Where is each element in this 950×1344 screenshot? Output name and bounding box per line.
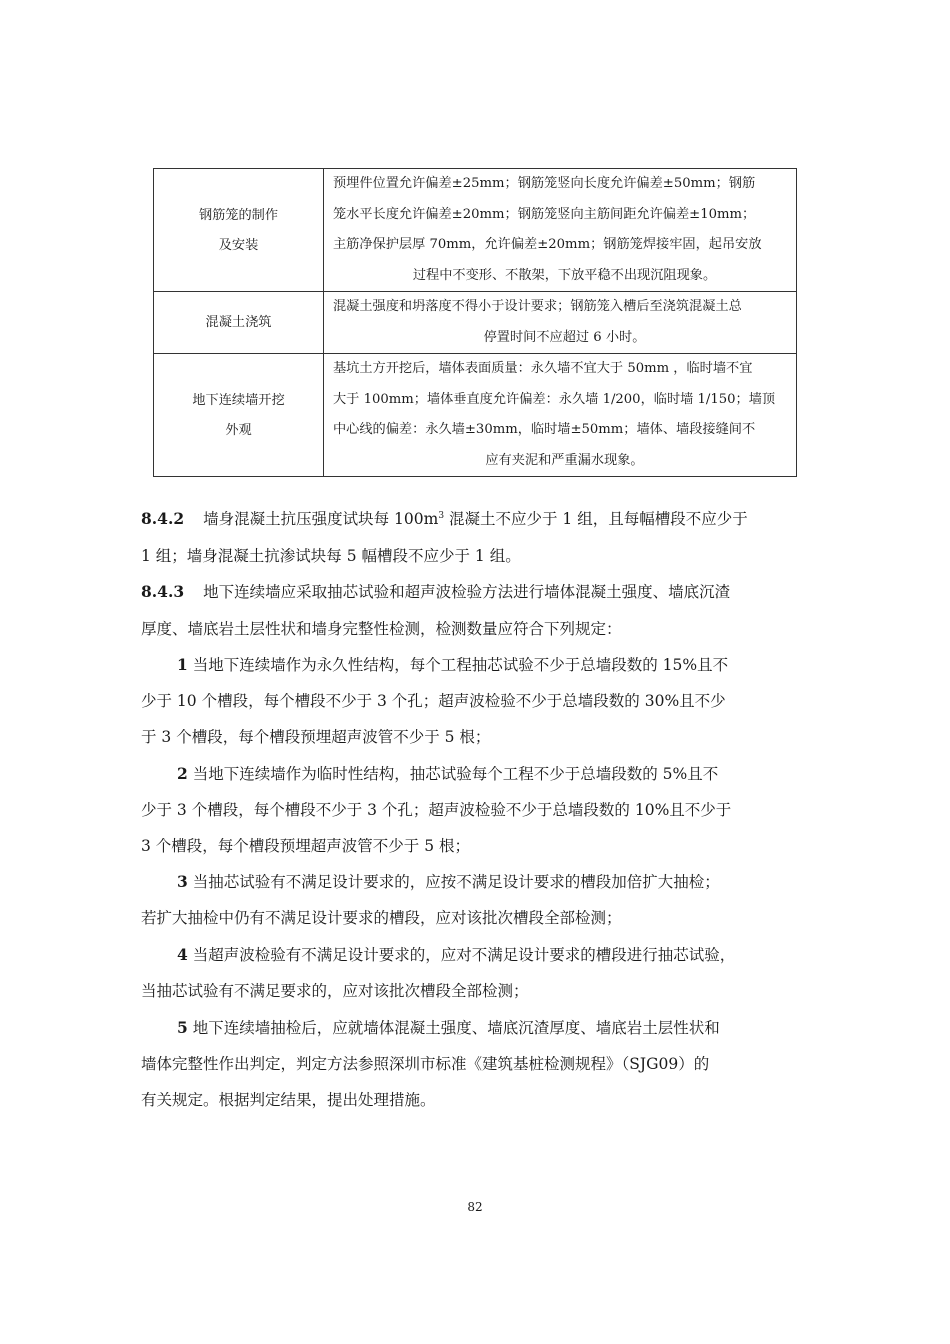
item-line: 地下连续墙开挖 bbox=[192, 392, 285, 408]
content-line: 笼水平长度允许偏差±20mm；钢筋笼竖向主筋间距允许偏差±10mm； bbox=[333, 206, 756, 222]
item-text: 当地下连续墙作为永久性结构，每个工程抽芯试验不少于总墙段数的 15%且不 bbox=[192, 656, 729, 674]
table-content-cell bbox=[324, 169, 797, 292]
table-row bbox=[154, 292, 797, 354]
paragraph-line bbox=[177, 762, 718, 784]
table-item-cell bbox=[154, 169, 324, 292]
paragraph-line bbox=[177, 870, 720, 892]
table-item-cell bbox=[154, 292, 324, 354]
content-line: 预埋件位置允许偏差±25mm；钢筋笼竖向长度允许偏差±50mm；钢筋 bbox=[333, 176, 756, 191]
paragraph-line: 厚度、墙底岩土层性状和墙身完整性检测，检测数量应符合下列规定： bbox=[141, 620, 622, 638]
content-line: 中心线的偏差：永久墙±30mm，临时墙±50mm；墙体、墙段接缝间不 bbox=[333, 422, 756, 437]
superscript: 3 bbox=[438, 510, 445, 521]
content-line: 过程中不变形、不散架，下放平稳不出现沉阻现象。 bbox=[412, 267, 717, 283]
content-line: 基坑土方开挖后，墙体表面质量：永久墙不宜大于 50mm ，临时墙不宜 bbox=[333, 361, 753, 376]
paragraph-line bbox=[177, 1016, 720, 1038]
paragraph-line: 于 3 个槽段，每个槽段预埋超声波管不少于 5 根； bbox=[141, 728, 491, 746]
item-number: 3 bbox=[177, 872, 188, 891]
content-line: 应有夹泥和严重漏水现象。 bbox=[485, 452, 644, 468]
table-item-cell bbox=[154, 354, 324, 477]
table-content-cell bbox=[324, 292, 797, 354]
content-line: 停置时间不应超过 6 小时。 bbox=[483, 329, 646, 345]
item-text: 当超声波检验有不满足设计要求的，应对不满足设计要求的槽段进行抽芯试验， bbox=[192, 946, 736, 964]
table-row bbox=[154, 354, 797, 477]
content-line: 主筋净保护层厚 70mm，允许偏差±20mm；钢筋笼焊接牢固，起吊安放 bbox=[333, 237, 762, 252]
item-number: 4 bbox=[177, 945, 188, 964]
item-text: 当抽芯试验有不满足设计要求的，应按不满足设计要求的槽段加倍扩大抽检； bbox=[192, 873, 720, 891]
paragraph-line: 若扩大抽检中仍有不满足设计要求的槽段，应对该批次槽段全部检测； bbox=[141, 909, 622, 927]
acceptance-table bbox=[153, 168, 798, 477]
clause-text: 墙身混凝土抗压强度试块每 100m bbox=[203, 510, 439, 528]
item-line: 钢筋笼的制作 bbox=[198, 207, 279, 223]
item-line: 混凝土浇筑 bbox=[205, 315, 272, 331]
table-content-cell bbox=[324, 354, 797, 477]
item-number: 5 bbox=[177, 1018, 188, 1037]
paragraph-line: 当抽芯试验有不满足要求的，应对该批次槽段全部检测； bbox=[141, 982, 529, 1000]
paragraph-line bbox=[177, 653, 728, 675]
item-number: 1 bbox=[177, 655, 188, 674]
paragraph-line: 3 个槽段，每个槽段预埋超声波管不少于 5 根； bbox=[141, 837, 471, 855]
paragraph-line bbox=[177, 943, 735, 965]
item-number: 2 bbox=[177, 764, 188, 783]
item-line: 外观 bbox=[225, 423, 252, 438]
item-text: 当地下连续墙作为临时性结构，抽芯试验每个工程不少于总墙段数的 5%且不 bbox=[192, 765, 719, 783]
paragraph-line: 墙体完整性作出判定，判定方法参照深圳市标准《建筑基桩检测规程》（SJG09）的 bbox=[141, 1055, 710, 1073]
content-line: 混凝土强度和坍落度不得小于设计要求；钢筋笼入槽后至浇筑混凝土总 bbox=[333, 299, 742, 314]
item-line: 及安装 bbox=[218, 238, 259, 253]
clause-number: 8.4.3 bbox=[141, 582, 185, 601]
clause-text: 地下连续墙应采取抽芯试验和超声波检验方法进行墙体混凝土强度、墙底沉渣 bbox=[203, 583, 731, 601]
table-row bbox=[154, 169, 797, 292]
clause-text: 混凝土不应少于 1 组，且每幅槽段不应少于 bbox=[444, 510, 748, 528]
paragraph-line: 少于 3 个槽段，每个槽段不少于 3 个孔；超声波检验不少于总墙段数的 10%且不少于 bbox=[141, 801, 732, 819]
paragraph-line: 1 组；墙身混凝土抗渗试块每 5 幅槽段不应少于 1 组。 bbox=[141, 547, 521, 565]
page-number: 82 bbox=[467, 1200, 483, 1214]
paragraph-line bbox=[141, 580, 730, 602]
content-line: 大于 100mm；墙体垂直度允许偏差：永久墙 1/200，临时墙 1/150；墙顶 bbox=[333, 391, 776, 407]
item-text: 地下连续墙抽检后，应就墙体混凝土强度、墙底沉渣厚度、墙底岩土层性状和 bbox=[192, 1019, 720, 1037]
paragraph-line bbox=[141, 507, 748, 529]
paragraph-line: 有关规定。根据判定结果，提出处理措施。 bbox=[141, 1091, 436, 1109]
clause-number: 8.4.2 bbox=[141, 509, 185, 528]
paragraph-line: 少于 10 个槽段，每个槽段不少于 3 个孔；超声波检验不少于总墙段数的 30%且不少 bbox=[141, 692, 726, 710]
